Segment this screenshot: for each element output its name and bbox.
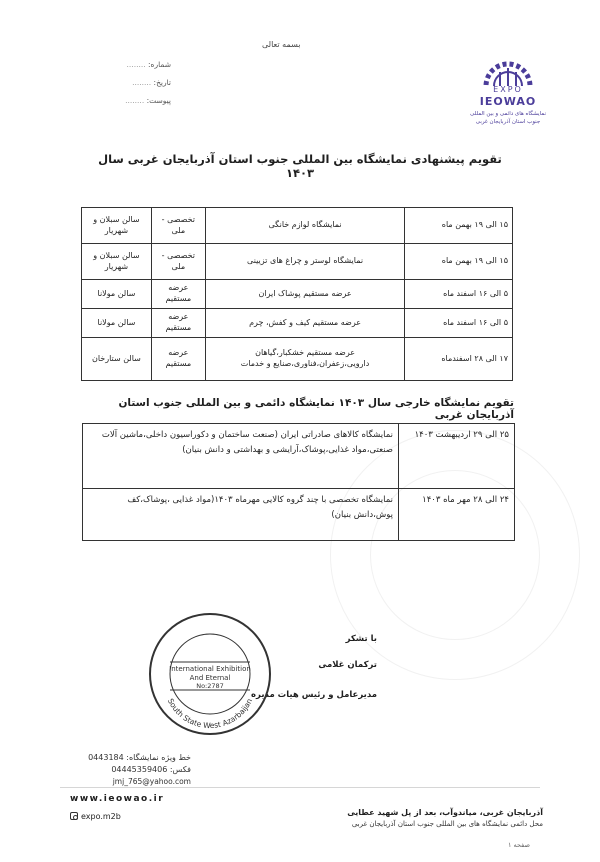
instagram-link[interactable] (70, 812, 121, 821)
website-link[interactable]: www.ieowao.ir (70, 794, 165, 804)
table-row (82, 244, 513, 280)
gear-emblem-icon (464, 52, 552, 86)
letter-date-label: تاریخ: (153, 78, 171, 87)
event-type: عرضه مستقیم (151, 338, 205, 381)
contact-fax-value: 04445359406 (111, 765, 168, 774)
event-date: ۱۵ الی ۱۹ بهمن ماه (405, 244, 513, 280)
letter-number: شماره: ........ (126, 60, 171, 69)
domestic-calendar-table (81, 207, 513, 381)
logo-expo-text: EXPO (493, 85, 523, 94)
event-title: عرضه مستقیم کیف و کفش، چرم (205, 309, 405, 338)
footer-divider (60, 787, 540, 788)
stamp-line1: International Exhibition (169, 665, 251, 673)
event-date: ۲۴ الی ۲۸ مهر ماه ۱۴۰۳ (399, 489, 515, 541)
page-number: صفحه ۱ (507, 841, 530, 849)
address-line1: آذربایجان غربی، میاندوآب، بعد از پل شهید عطایی (347, 808, 543, 817)
letter-number-label: شماره: (148, 60, 171, 69)
contact-line-value: 0443184 (88, 753, 124, 762)
table-row (82, 338, 513, 381)
instagram-icon (70, 812, 78, 820)
event-type: تخصصی - ملی (151, 208, 205, 244)
logo-name: IEOWAO (479, 95, 537, 108)
event-description: نمایشگاه کالاهای صادراتی ایران (صنعت ساختمان و دکوراسیون داخلی،ماشین آلات صنعتی،مواد غذایی،پوشاک،آرایشی و بهداشتی و دانش بنیان) (83, 424, 399, 489)
table-row (82, 208, 513, 244)
event-type: عرضه مستقیم (151, 280, 205, 309)
document-title: تقویم پیشنهادی نمایشگاه بین المللی جنوب استان آذربایجان غربی سال ۱۴۰۳ (98, 152, 502, 180)
bismillah: بسمه تعالی (262, 40, 301, 49)
logo-subtitle-line1: نمایشگاه های دائمی و بین المللی (470, 111, 546, 117)
address-line2: محل دائمی نمایشگاه های بین المللی جنوب استان آذربایجان غربی (351, 820, 543, 828)
stamp-ring-text: South State West Azarbaijan (165, 697, 255, 731)
table-row (82, 309, 513, 338)
contact-fax-label: فکس: (169, 765, 191, 774)
company-stamp (146, 610, 274, 738)
stamp-line2: And Eternal (189, 674, 231, 682)
event-hall: سالن مولانا (82, 280, 152, 309)
signature-thanks: با تشکر (345, 634, 377, 644)
event-title: عرضه مستقیم پوشاک ایران (205, 280, 405, 309)
instagram-handle: expo.m2b (81, 812, 121, 821)
table-row (83, 424, 515, 489)
event-title: نمایشگاه لوازم خانگی (205, 208, 405, 244)
event-title: نمایشگاه لوستر و چراغ های تزیینی (205, 244, 405, 280)
stamp-number: No:2787 (196, 682, 224, 690)
contact-line-label: خط ویژه نمایشگاه: (126, 753, 191, 762)
event-date: ۵ الی ۱۶ اسفند ماه (405, 280, 513, 309)
logo-subtitle-line2: جنوب استان آذربایجان غربی (475, 119, 541, 125)
foreign-calendar-table (82, 423, 515, 541)
event-title: عرضه مستقیم خشکبار،گیاهان دارویی،زعفران،فناوری،صنایع و خدمات (205, 338, 405, 381)
event-hall: سالن سبلان و شهریار (82, 208, 152, 244)
table-row (83, 489, 515, 541)
event-hall: سالن ستارخان (82, 338, 152, 381)
event-date: ۲۵ الی ۲۹ اردیبهشت ۱۴۰۳ (399, 424, 515, 489)
letter-attachment: پیوست: ........ (125, 96, 171, 105)
ieowao-logo (464, 52, 552, 132)
contact-email[interactable]: jmj_765@yahoo.com (112, 777, 191, 786)
contact-fax (76, 765, 191, 774)
signature-name: ترکمان غلامی (318, 660, 377, 670)
event-date: ۱۵ الی ۱۹ بهمن ماه (405, 208, 513, 244)
table-row (82, 280, 513, 309)
event-hall: سالن سبلان و شهریار (82, 244, 152, 280)
event-type: تخصصی - ملی (151, 244, 205, 280)
letter-attachment-label: پیوست: (146, 96, 171, 105)
letter-date: تاریخ: ........ (132, 78, 171, 87)
event-date: ۵ الی ۱۶ اسفند ماه (405, 309, 513, 338)
event-type: عرضه مستقیم (151, 309, 205, 338)
contact-line (76, 753, 191, 762)
signature-role: مدیرعامل و رئیس هیات مدیره (251, 690, 377, 700)
event-description: نمایشگاه تخصصی با چند گروه کالایی مهرماه ۱۴۰۳(مواد غذایی ،پوشاک،کف پوش،دانش بنیان) (83, 489, 399, 541)
event-date: ۱۷ الی ۲۸ اسفندماه (405, 338, 513, 381)
event-hall: سالن مولانا (82, 309, 152, 338)
foreign-calendar-title: تقویم نمایشگاه خارجی سال ۱۴۰۳ نمایشگاه دائمی و بین المللی جنوب استان آذربایجان غربی (118, 397, 514, 421)
